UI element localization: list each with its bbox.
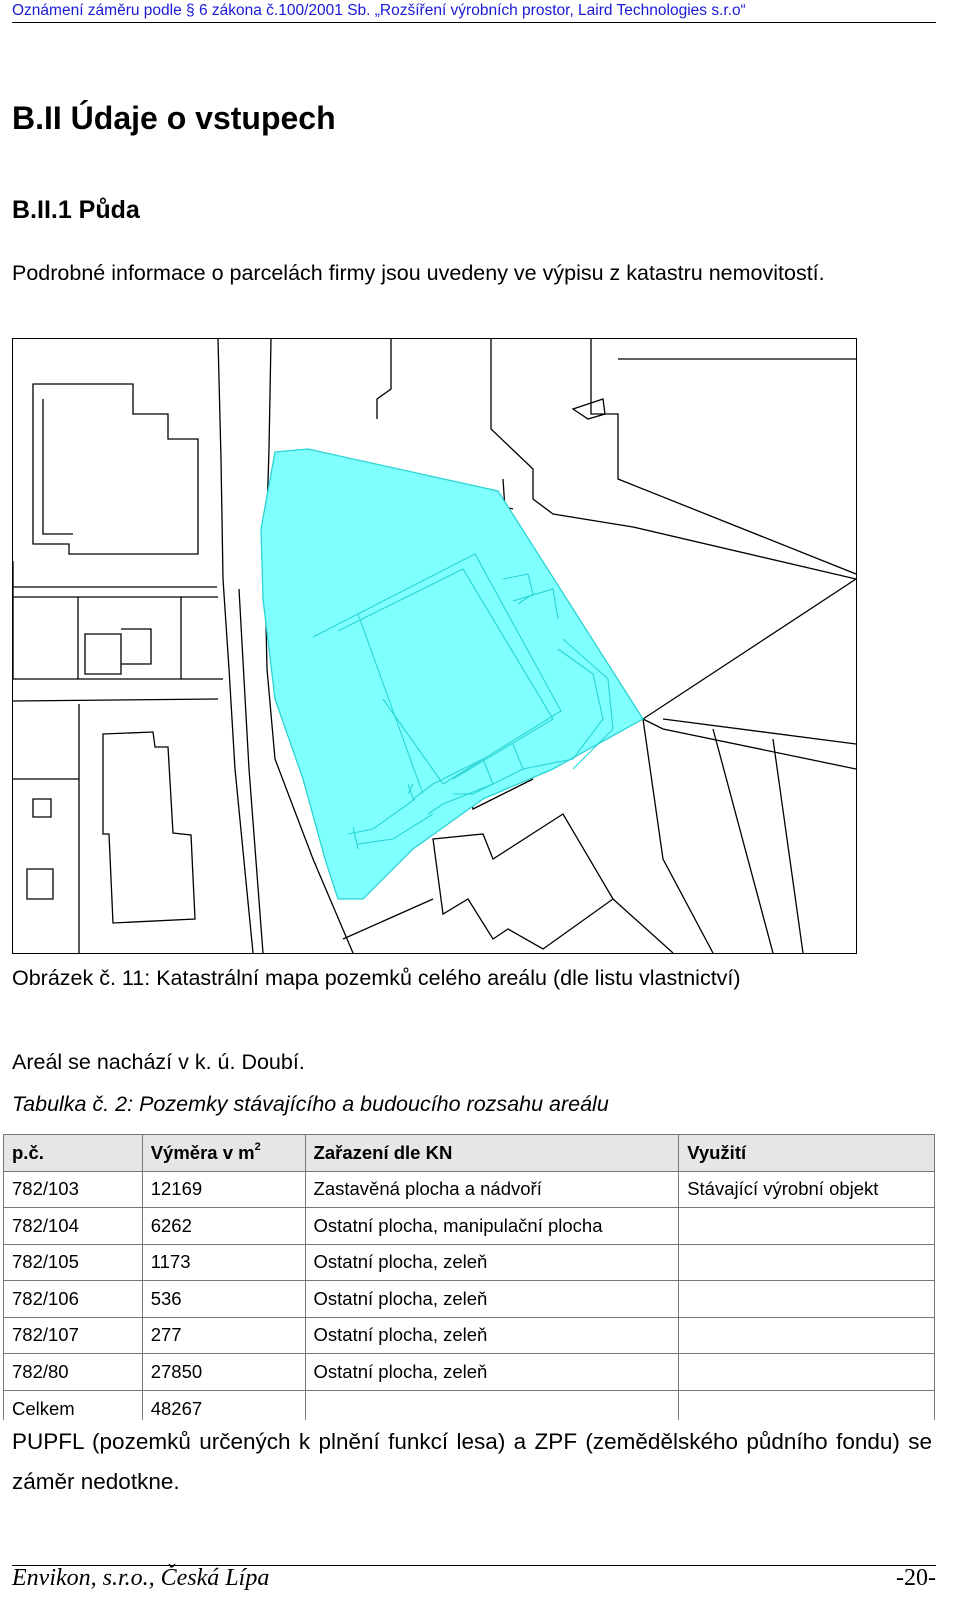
table-row — [4, 1171, 935, 1208]
cell-area: 6262 — [142, 1208, 305, 1245]
pupfl-paragraph: PUPFL (pozemků určených k plnění funkcí lesa) a ZPF (zemědělského půdního fondu) se záměr nedotkne. — [12, 1429, 932, 1494]
header-area-label: Výměra v m — [150, 1142, 255, 1164]
table-row — [4, 1354, 935, 1391]
cell-category: Zastavěná plocha a nádvoří — [305, 1171, 679, 1208]
cell-use — [679, 1317, 935, 1354]
cell-category: Ostatní plocha, zeleň — [305, 1244, 679, 1281]
cadastral-map-drawing — [13, 339, 856, 953]
cell-parcel: 782/80 — [4, 1354, 143, 1391]
total-label: Celkem — [4, 1390, 143, 1420]
cell-use: Stávající výrobní objekt — [679, 1171, 935, 1208]
header-area-exponent: 2 — [254, 1141, 261, 1154]
cell-category: Ostatní plocha, manipulační plocha — [305, 1208, 679, 1245]
header-category: Zařazení dle KN — [305, 1135, 679, 1172]
total-value: 48267 — [142, 1390, 305, 1420]
total-empty-cell — [305, 1390, 679, 1420]
total-empty-cell — [679, 1390, 935, 1420]
subsection-heading: B.II.1 Půda — [12, 196, 140, 224]
table-row — [4, 1281, 935, 1318]
figure-caption: Obrázek č. 11: Katastrální mapa pozemků celého areálu (dle listu vlastnictví) — [12, 966, 741, 990]
footer-company: Envikon, s.r.o., Česká Lípa — [12, 1565, 270, 1591]
table-total-row — [4, 1390, 935, 1420]
cell-parcel: 782/107 — [4, 1317, 143, 1354]
cell-use — [679, 1354, 935, 1391]
table-header-row — [4, 1135, 935, 1172]
cell-area: 277 — [142, 1317, 305, 1354]
cell-parcel: 782/104 — [4, 1208, 143, 1245]
running-header: Oznámení záměru podle § 6 zákona č.100/2001 Sb. „Rozšíření výrobních prostor, Laird Technologies s.r.o“ — [12, 2, 746, 19]
location-text: Areál se nachází v k. ú. Doubí. — [12, 1050, 305, 1074]
cell-use — [679, 1281, 935, 1318]
cell-category: Ostatní plocha, zeleň — [305, 1281, 679, 1318]
table-caption: Tabulka č. 2: Pozemky stávajícího a budoucího rozsahu areálu — [12, 1092, 609, 1116]
table-row — [4, 1244, 935, 1281]
cell-area: 12169 — [142, 1171, 305, 1208]
cell-parcel: 782/105 — [4, 1244, 143, 1281]
cell-area: 27850 — [142, 1354, 305, 1391]
header-area — [142, 1135, 305, 1172]
cell-category: Ostatní plocha, zeleň — [305, 1317, 679, 1354]
table-row — [4, 1317, 935, 1354]
intro-paragraph: Podrobné informace o parcelách firmy jsou uvedeny ve výpisu z katastru nemovitostí. — [12, 261, 825, 285]
cell-area: 536 — [142, 1281, 305, 1318]
cell-area: 1173 — [142, 1244, 305, 1281]
cell-parcel: 782/106 — [4, 1281, 143, 1318]
page-number: -20- — [896, 1565, 936, 1591]
cell-use — [679, 1208, 935, 1245]
cadastral-map — [12, 338, 857, 954]
table-row — [4, 1208, 935, 1245]
header-divider — [12, 22, 936, 23]
cell-category: Ostatní plocha, zeleň — [305, 1354, 679, 1391]
header-use: Využití — [679, 1135, 935, 1172]
parcel-table — [3, 1134, 935, 1420]
cell-parcel: 782/103 — [4, 1171, 143, 1208]
header-parcel: p.č. — [4, 1135, 143, 1172]
section-heading: B.II Údaje o vstupech — [12, 100, 336, 136]
cell-use — [679, 1244, 935, 1281]
